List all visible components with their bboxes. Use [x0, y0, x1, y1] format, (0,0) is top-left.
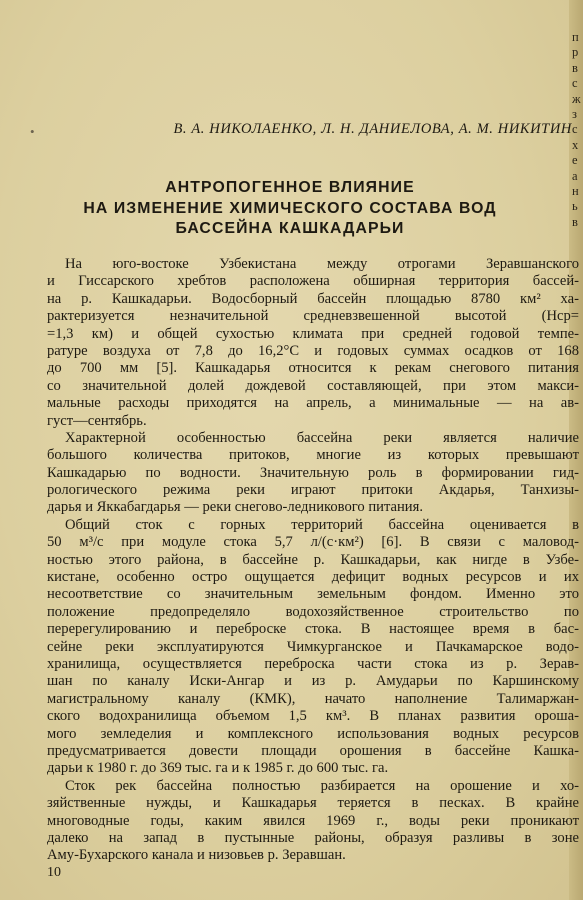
body-line: зяйственные нужды, и Кашкадарья теряется в песках. В крайне: [47, 795, 579, 812]
body-line: мого земледелия и комплексного использования водных ресурсов: [47, 725, 579, 742]
body-line: со значительной долей дождевой составляющей, при этом макси-: [47, 377, 579, 394]
edge-letter: с: [572, 122, 578, 137]
edge-letter: п: [572, 30, 579, 44]
body-line: дарья и Яккабагдарья — реки снегово-ледникового питания.: [47, 499, 423, 516]
body-line: ского водохранилища объемом 1,5 км³. В планах развития ороша-: [47, 708, 579, 725]
edge-letter: х: [572, 137, 579, 152]
body-line: многоводные годы, каким явился 1969 г., воды реки проникают: [47, 812, 579, 829]
body-line: 50 м³/с при модуле стока 5,7 л/(с·км²) [6]. В связи с маловод-: [47, 534, 579, 551]
title-line-2: НА ИЗМЕНЕНИЕ ХИМИЧЕСКОГО СОСТАВА ВОД: [83, 199, 497, 217]
body-line: Общий сток с горных территорий бассейна оценивается в: [65, 516, 579, 533]
edge-letter: н: [572, 183, 579, 198]
body-line: рологического режима реки играют притоки Акдарья, Танхизы-: [47, 482, 579, 499]
body-line: На юго-востоке Узбекистана между отрогами Зеравшанского: [65, 256, 579, 272]
body-line: Аму-Бухарского канала и низовьев р. Зеравшан.: [47, 847, 346, 864]
adjacent-page-edge-letters: [572, 30, 583, 230]
body-line: далеко на запад в пустынные районы, образуя разливы в зоне: [47, 829, 579, 846]
edge-letter: в: [572, 214, 578, 229]
body-line: перерегулированию и переброске стока. В настоящее время в бас-: [47, 621, 579, 638]
body-line: магистральному каналу (КМК), начато наполнение Талимаржан-: [47, 690, 579, 707]
edge-letter: ь: [572, 199, 578, 214]
body-line: Кашкадарью по водности. Значительную роль в формировании гид-: [47, 464, 579, 481]
body-line: и Гиссарского хребтов расположена обширная территория бассей-: [47, 273, 579, 290]
edge-letter: ж: [572, 91, 581, 106]
edge-letter: в: [572, 60, 578, 75]
body-line: положение предопределяло водохозяйственное строительство по: [47, 603, 579, 620]
article-title: [60, 178, 520, 240]
body-line: Характерной особенностью бассейна реки является наличие: [65, 429, 579, 446]
margin-mark: •: [30, 124, 35, 139]
body-line: ностью этого района, в бассейне р. Кашкадарьи, как нигде в Узбе-: [47, 551, 579, 568]
body-line: до 700 мм [5]. Кашкадарья относится к рекам снегового питания: [47, 360, 579, 377]
body-line: хранилища, осуществляется переброска части стока из р. Зерав-: [47, 655, 579, 672]
body-line: большого количества притоков, многие из которых превышают: [47, 447, 579, 464]
body-line: предусматривается довести площади орошения в бассейне Кашка-: [47, 742, 579, 759]
body-line: дарьи к 1980 г. до 369 тыс. га и к 1985 г. до 600 тыс. га.: [47, 760, 389, 777]
body-line: кистане, особенно остро ощущается дефицит водных ресурсов и их: [47, 569, 579, 586]
body-line: густ—сентябрь.: [47, 412, 147, 429]
edge-letter: а: [572, 168, 578, 183]
body-line: Сток рек бассейна полностью разбирается на орошение и хо-: [65, 777, 579, 794]
body-line: сейне реки эксплуатируются Чимкурганское и Пачкамарское водо-: [47, 638, 579, 655]
edge-letter: с: [572, 76, 578, 91]
edge-letter: з: [572, 106, 577, 121]
title-line-3: БАССЕЙНА КАШКАДАРЬИ: [175, 220, 405, 237]
body-line: несоответствие со значительным земельным фондом. Именно это: [47, 586, 579, 603]
edge-letter: р: [572, 45, 579, 60]
body-line: ратуре воздуха от 7,8 до 16,2°С и годовых суммах осадков от 168: [47, 342, 579, 359]
body-line: шан по каналу Иски-Ангар и из р. Амударьи по Каршинскому: [47, 673, 579, 690]
page-number: 10: [47, 865, 61, 880]
body-line: рактеризуется незначительной средневзвешенной высотой (Нср=: [47, 308, 579, 325]
authors-line: В. А. НИКОЛАЕНКО, Л. Н. ДАНИЕЛОВА, А. М. НИКИТИН: [173, 121, 572, 137]
body-line: на р. Кашкадарьи. Водосборный бассейн площадью 8780 км² ха-: [47, 290, 579, 307]
article-body: [47, 256, 579, 865]
edge-letter: е: [572, 153, 578, 168]
body-line: =1,3 км) и общей сухостью климата при средней годовой темпе-: [47, 325, 579, 342]
title-line-1: АНТРОПОГЕННОЕ ВЛИЯНИЕ: [165, 179, 415, 196]
body-line: мальные расходы приходятся на апрель, а минимальные — на ав-: [47, 395, 579, 412]
